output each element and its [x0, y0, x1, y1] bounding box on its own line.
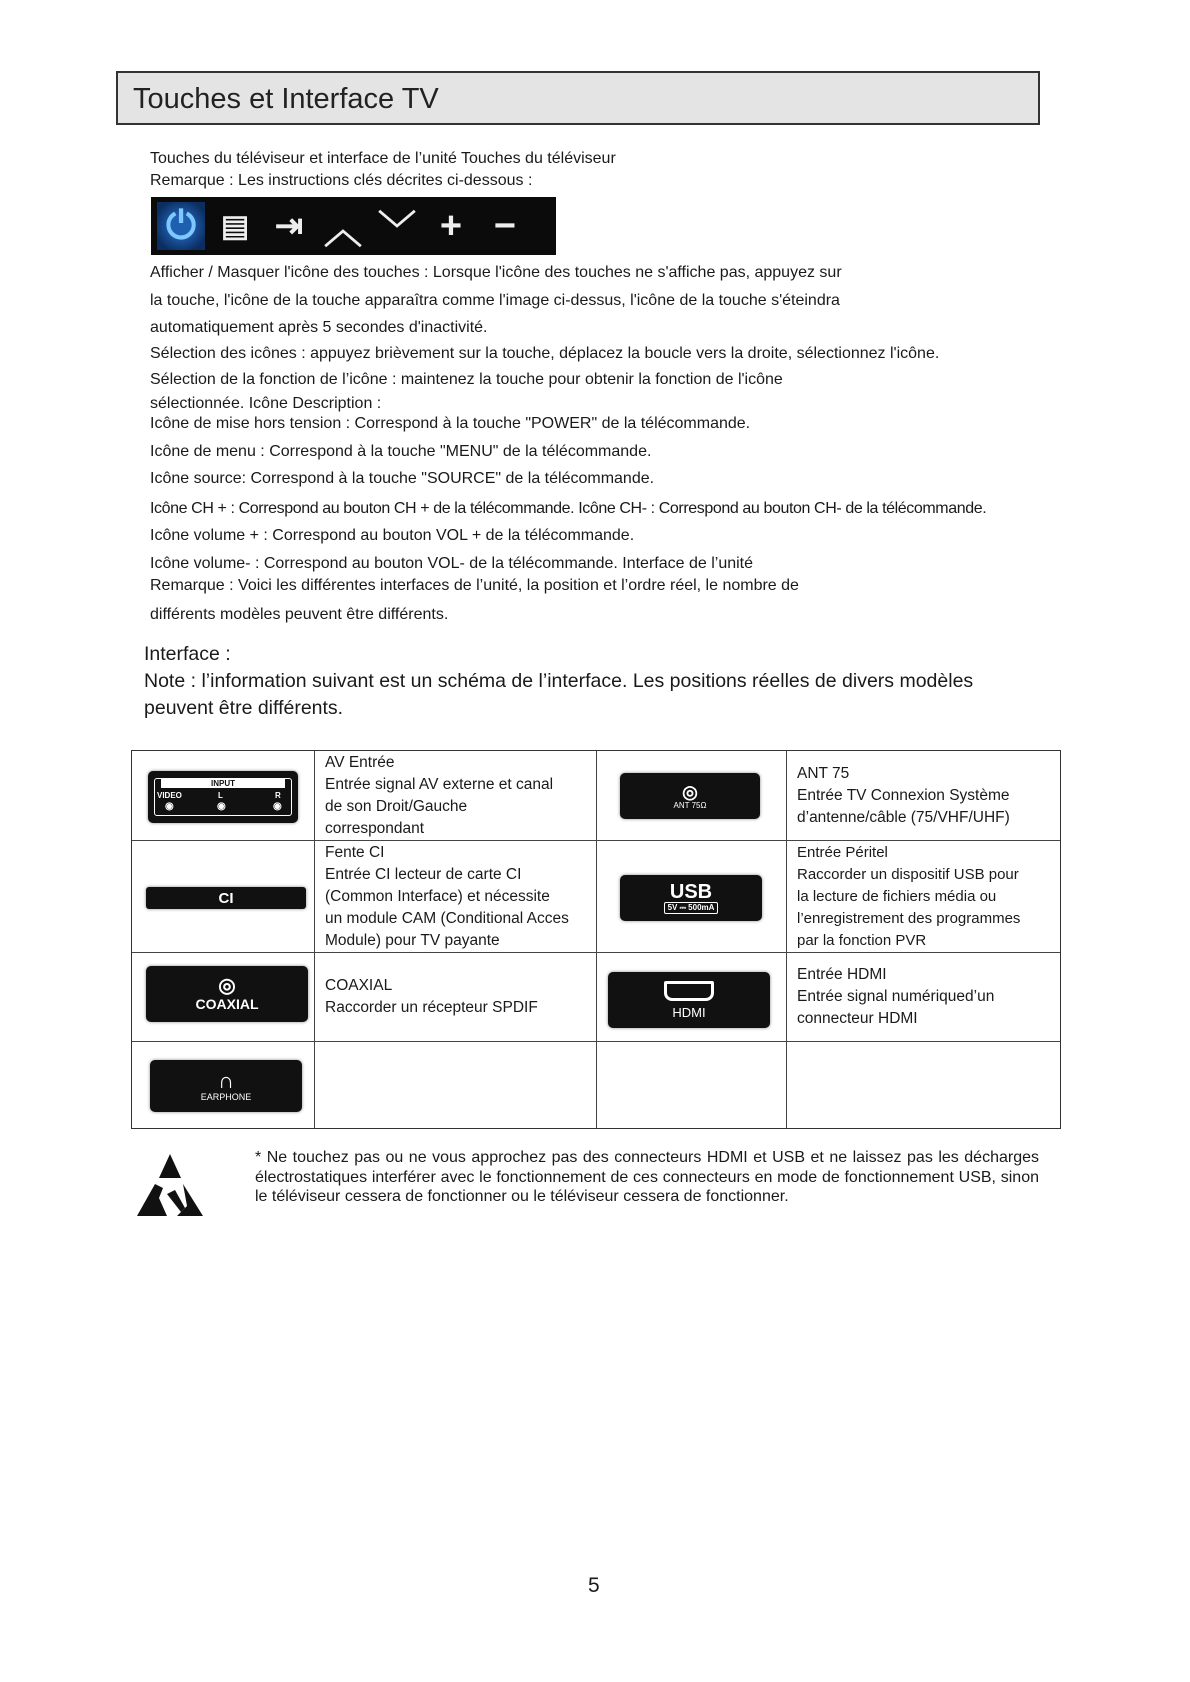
port-desc: Entrée TV Connexion Système — [797, 786, 1010, 804]
earphone-port-cell — [132, 1042, 315, 1128]
interface-heading: Interface : — [144, 643, 231, 665]
hdmi-port-cell — [597, 953, 787, 1042]
esd-warning-text: * Ne touchez pas ou ne vous approchez pas des connecteurs HDMI et USB et ne laissez pas les décharges électrostatiques interférer avec le fonctionnement de ces connecteurs en mode de fonctionnement USB, sinon le téléviseur cessera de fonctionner ou le téléviseur cessera de fonctionner. — [255, 1149, 1039, 1205]
empty-cell — [315, 1042, 597, 1128]
body-line: Sélection des icônes : appuyez brièvement sur la touche, déplacez la boucle vers la droite, sélectionnez l'icône. — [150, 345, 940, 362]
earphone-port-icon — [150, 1060, 302, 1112]
hdmi-description — [787, 953, 1060, 1042]
port-name: ANT 75 — [797, 764, 850, 782]
port-desc: Raccorder un récepteur SPDIF — [325, 999, 538, 1016]
body-line: Sélection de la fonction de l’icône : maintenez la touche pour obtenir la fonction de l'icône — [150, 371, 783, 388]
body-line: Icône de menu : Correspond à la touche "MENU" de la télécommande. — [150, 443, 652, 460]
chevron-down-icon: ﹀ — [377, 209, 416, 252]
headphones-icon: ∩ — [218, 1068, 234, 1093]
chevron-up-icon: ︿ — [323, 209, 362, 252]
port-desc: la lecture de fichiers média ou — [797, 887, 997, 905]
tv-keys-strip — [151, 197, 556, 255]
section-title: Touches et Interface TV — [133, 83, 439, 115]
ci-description — [315, 841, 597, 953]
hdmi-label: HDMI — [672, 1004, 706, 1020]
source-icon: ⇥ — [274, 207, 304, 245]
coaxial-description — [315, 953, 597, 1042]
coaxial-label: COAXIAL — [195, 996, 259, 1012]
interface-note: peuvent être différents. — [144, 697, 344, 719]
body-line: Icône source: Correspond à la touche "SOURCE" de la télécommande. — [150, 470, 655, 487]
plus-icon: + — [439, 204, 463, 247]
port-desc: Entrée signal numériqued’un — [797, 988, 995, 1005]
ant-label: ANT 75Ω — [673, 800, 707, 810]
port-desc: d’antenne/câble (75/VHF/UHF) — [797, 808, 1010, 826]
hdmi-port-icon — [608, 972, 770, 1028]
interface-note: Note : l’information suivant est un schéma de l’interface. Les positions réelles de divers modèles — [144, 670, 974, 692]
port-desc: l’enregistrement des programmes — [797, 909, 1021, 927]
coaxial-port-icon: ◎ COAXIAL — [146, 966, 308, 1022]
body-line: Icône volume + : Correspond au bouton VOL + de la télécommande. — [150, 527, 635, 544]
body-line: sélectionnée. Icône Description : — [150, 395, 382, 412]
port-name: Entrée HDMI — [797, 966, 887, 983]
usb-port-cell — [597, 841, 787, 953]
empty-cell — [597, 1042, 787, 1128]
esd-warning-icon — [137, 1154, 203, 1216]
earphone-label: EARPHONE — [200, 1092, 252, 1102]
section-title-box — [116, 71, 1040, 125]
port-desc: Module) pour TV payante — [325, 931, 500, 949]
port-name: COAXIAL — [325, 977, 393, 994]
port-desc: connecteur HDMI — [797, 1010, 918, 1027]
ci-port-cell — [132, 841, 315, 953]
power-icon: ⏻ — [157, 202, 205, 250]
usb-port-icon — [620, 875, 762, 921]
minus-icon: − — [493, 204, 517, 247]
r-label: R — [275, 791, 281, 800]
av-port-cell — [132, 751, 315, 841]
ci-slot-icon: CI — [146, 887, 306, 909]
interface-table — [131, 750, 1061, 1129]
body-line: la touche, l'icône de la touche apparaîtra comme l'image ci-dessus, l'icône de la touche s'éteindra — [150, 292, 840, 309]
port-desc: Entrée signal AV externe et canal — [325, 775, 554, 793]
port-desc: de son Droit/Gauche — [325, 797, 468, 815]
input-label: INPUT — [161, 779, 285, 788]
port-name: AV Entrée — [325, 753, 395, 771]
body-line: Remarque : Voici les différentes interfaces de l’unité, la position et l’ordre réel, le nombre de — [150, 577, 799, 594]
body-line: Icône CH + : Correspond au bouton CH + de la télécommande. Icône CH- : Correspond au bouton CH- de la télécommande. — [150, 500, 987, 517]
av-input-port-icon: INPUT VIDEO L R ◉ ◉ ◉ — [148, 771, 298, 823]
usb-description — [787, 841, 1060, 953]
body-line: automatiquement après 5 secondes d'inactivité. — [150, 319, 488, 336]
ant-port-cell — [597, 751, 787, 841]
port-desc: par la fonction PVR — [797, 931, 927, 949]
body-line: Afficher / Masquer l'icône des touches : Lorsque l'icône des touches ne s'affiche pas, appuyez sur — [150, 264, 842, 281]
port-desc: un module CAM (Conditional Acces — [325, 909, 569, 927]
video-label: VIDEO — [157, 791, 182, 800]
port-name: Fente CI — [325, 843, 385, 861]
body-line: Icône volume- : Correspond au bouton VOL- de la télécommande. Interface de l’unité — [150, 555, 754, 572]
page-number: 5 — [588, 1574, 600, 1597]
port-desc: correspondant — [325, 819, 425, 837]
usb-rating: 5V ⎓ 500mA — [664, 902, 719, 914]
body-line: Icône de mise hors tension : Correspond à la touche "POWER" de la télécommande. — [150, 415, 751, 432]
intro-line: Remarque : Les instructions clés décrites ci-dessous : — [150, 172, 533, 189]
port-desc: Raccorder un dispositif USB pour — [797, 865, 1019, 883]
ant-description — [787, 751, 1060, 841]
intro-line: Touches du téléviseur et interface de l’unité Touches du téléviseur — [150, 150, 616, 167]
port-desc: (Common Interface) et nécessite — [325, 887, 550, 905]
menu-icon: ▤ — [220, 209, 250, 243]
port-name: Entrée Péritel — [797, 843, 888, 861]
l-label: L — [218, 791, 223, 800]
antenna-port-icon: ◎ ANT 75Ω — [620, 773, 760, 819]
body-line: différents modèles peuvent être différents. — [150, 606, 449, 623]
usb-label: USB — [669, 881, 713, 903]
av-description — [315, 751, 597, 841]
port-desc: Entrée CI lecteur de carte CI — [325, 865, 522, 883]
coaxial-port-cell — [132, 953, 315, 1042]
